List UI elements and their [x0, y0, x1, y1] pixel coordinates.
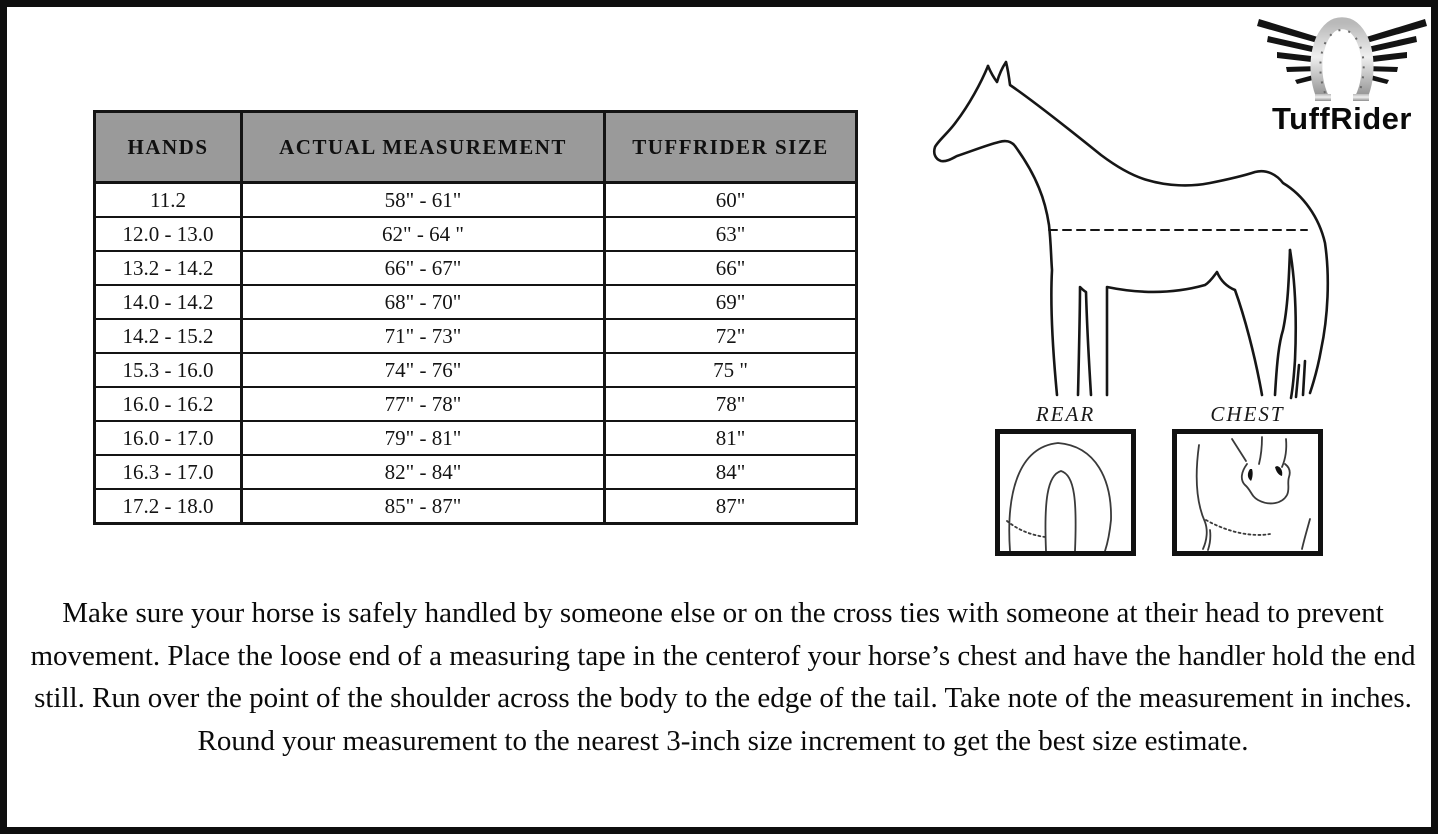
cell-size: 87": [605, 489, 857, 524]
horse-illustration-area: [905, 45, 1345, 410]
cell-measurement: 79" - 81": [242, 421, 605, 455]
chest-foreleg-line: [1302, 519, 1310, 549]
table-row: [95, 183, 857, 218]
column-header-actual-measurement: ACTUAL MEASUREMENT: [242, 112, 605, 183]
cell-size: 72": [605, 319, 857, 353]
cell-measurement: 58" - 61": [242, 183, 605, 218]
table-header-row: [95, 112, 857, 183]
cell-hands: 16.0 - 16.2: [95, 387, 242, 421]
cell-size: 75 ": [605, 353, 857, 387]
cell-hands: 17.2 - 18.0: [95, 489, 242, 524]
cell-hands: 16.0 - 17.0: [95, 421, 242, 455]
cell-hands: 15.3 - 16.0: [95, 353, 242, 387]
cell-measurement: 68" - 70": [242, 285, 605, 319]
chest-head-line: [1232, 439, 1246, 461]
cell-size: 66": [605, 251, 857, 285]
horse-front-legs-outline: [1078, 287, 1091, 395]
horse-tail-strand: [1303, 361, 1305, 395]
table-row: [95, 421, 857, 455]
cell-measurement: 62" - 64 ": [242, 217, 605, 251]
cell-measurement: 66" - 67": [242, 251, 605, 285]
cell-measurement: 74" - 76": [242, 353, 605, 387]
size-chart-table: [93, 110, 858, 525]
horse-hock-outline: [1275, 250, 1290, 395]
table-row: [95, 319, 857, 353]
brand-name: TuffRider: [1272, 101, 1412, 136]
cell-size: 81": [605, 421, 857, 455]
rear-measure-dotted-line: [1007, 521, 1045, 537]
cell-size: 60": [605, 183, 857, 218]
chest-head-line: [1259, 437, 1262, 464]
rear-view-box: [995, 429, 1136, 556]
chest-leg-line: [1208, 530, 1210, 550]
column-header-hands: HANDS: [95, 112, 242, 183]
table-row: [95, 217, 857, 251]
cell-hands: 16.3 - 17.0: [95, 455, 242, 489]
rear-tail-outline: [1045, 471, 1075, 551]
horse-head-chest-outline: [934, 66, 1057, 395]
cell-hands: 13.2 - 14.2: [95, 251, 242, 285]
cell-size: 69": [605, 285, 857, 319]
cell-hands: 14.0 - 14.2: [95, 285, 242, 319]
chest-nostril: [1248, 469, 1253, 481]
cell-measurement: 85" - 87": [242, 489, 605, 524]
chest-muzzle-outline: [1242, 464, 1290, 503]
chest-view-label: CHEST: [1210, 402, 1285, 426]
cell-hands: 12.0 - 13.0: [95, 217, 242, 251]
measuring-instructions: Make sure your horse is safely handled by someone else or on the cross ties with someone at their head to prevent movement. Place the loose end of a measuring tape in the centerof your horse’s chest and have the handler hold the end still. Run over the point of the shoulder across the body to the edge of the tail. Take note of the measurement in inches. Round your measurement to the nearest 3-inch size increment to get the best size estimate.: [30, 597, 1416, 757]
table-row: [95, 387, 857, 421]
rear-view-illustration: [1000, 434, 1131, 551]
cell-measurement: 77" - 78": [242, 387, 605, 421]
table-row: [95, 353, 857, 387]
cell-hands: 11.2: [95, 183, 242, 218]
chest-view-box: [1172, 429, 1323, 556]
table-row: [95, 251, 857, 285]
cell-hands: 14.2 - 15.2: [95, 319, 242, 353]
chest-view-illustration: [1177, 434, 1318, 551]
table-row: [95, 285, 857, 319]
horse-tail-inner-line: [1290, 250, 1296, 398]
cell-measurement: 71" - 73": [242, 319, 605, 353]
horse-back-tail-outline: [988, 62, 1328, 393]
rear-hindquarters-outline: [1009, 443, 1111, 551]
chest-head-line: [1282, 439, 1286, 467]
column-header-tuffrider-size: TUFFRIDER SIZE: [605, 112, 857, 183]
rear-view-label: REAR: [1035, 402, 1096, 426]
chest-nostril: [1275, 466, 1282, 476]
cell-measurement: 82" - 84": [242, 455, 605, 489]
table-row: [95, 455, 857, 489]
horse-side-view-illustration: [905, 45, 1345, 410]
horse-belly-hindleg-outline: [1107, 272, 1262, 395]
table-row: [95, 489, 857, 524]
cell-size: 84": [605, 455, 857, 489]
horse-tail-strand: [1296, 365, 1299, 397]
chest-shoulder-outline: [1197, 445, 1207, 549]
chest-measure-dotted-line: [1206, 520, 1270, 535]
cell-size: 78": [605, 387, 857, 421]
cell-size: 63": [605, 217, 857, 251]
